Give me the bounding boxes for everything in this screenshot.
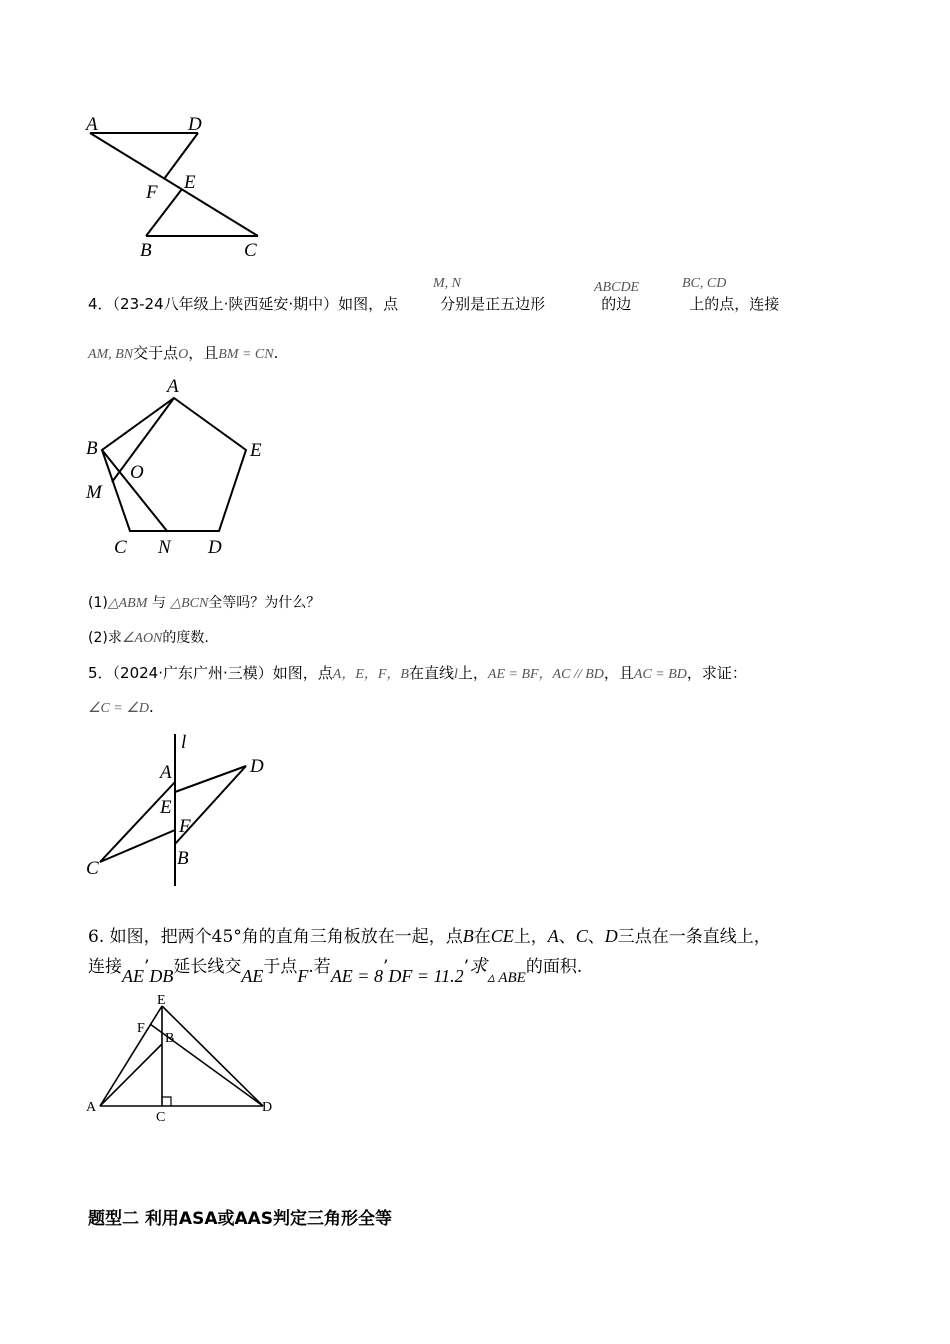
label-e: E: [184, 172, 196, 193]
q6-quote1: ’: [144, 957, 150, 977]
right-angle-mark: [162, 1097, 171, 1106]
text-period: .: [273, 344, 279, 362]
figure-q4: [80, 370, 280, 560]
q6-up: 上，: [513, 927, 548, 947]
text-mid3: 交于点: [133, 344, 179, 362]
label-a: A: [86, 1100, 97, 1115]
segment-ae: [100, 1006, 162, 1106]
question-4-sub2: [88, 627, 209, 647]
question-number: 4．: [88, 295, 113, 313]
figure-q5: [80, 728, 280, 888]
label-m: M: [86, 482, 102, 503]
label-b: B: [177, 848, 189, 869]
section-title: 题型二 利用ASA或AAS判定三角形全等: [88, 1209, 393, 1229]
condition-1: AE = BF，AC // BD: [487, 667, 604, 682]
label-a: A: [160, 762, 172, 783]
label-a: A: [167, 376, 179, 397]
point-c: C: [575, 926, 588, 946]
question-number: 5．: [88, 664, 113, 682]
q6-quote3: ’: [463, 957, 470, 977]
text-mid1: 在直线: [408, 664, 454, 682]
text-period: .: [149, 698, 154, 716]
label-o: O: [130, 462, 144, 483]
q6-qiu: 求: [469, 956, 488, 976]
point-o: O: [178, 347, 189, 362]
text-end1: 上的点，连接: [689, 295, 780, 313]
text-mid1: 分别是正五边形: [440, 295, 546, 313]
segment-ce: CE: [490, 926, 514, 946]
question-5-line1: [88, 662, 747, 683]
label-e: E: [160, 797, 172, 818]
text-mid2: 的边: [601, 295, 632, 313]
label-l: l: [181, 732, 187, 753]
label-b: B: [86, 438, 98, 459]
label-d: D: [250, 756, 264, 777]
segment-ac: [90, 133, 258, 236]
label-e: E: [157, 993, 166, 1008]
line-l: l: [454, 667, 458, 682]
segment-ed: [162, 1006, 263, 1106]
label-c: C: [244, 240, 257, 261]
text-mid3: ，且: [603, 664, 634, 682]
question-6-line1: [88, 922, 771, 947]
label-a: A: [86, 114, 98, 135]
triangle-abm: △ABM: [107, 596, 148, 611]
label-c: C: [156, 1110, 166, 1125]
figure-q6: [80, 990, 290, 1130]
condition-2: AC = BD: [633, 667, 687, 682]
label-d: D: [208, 537, 222, 558]
label-f: F: [137, 1021, 145, 1036]
label-c: C: [86, 858, 99, 879]
segment-ae: AE: [122, 966, 144, 986]
text-comma: ，且: [188, 344, 219, 362]
label-e: E: [250, 440, 262, 461]
sub2-prefix: (2)求: [88, 630, 122, 646]
segment-a-c-e: [100, 782, 175, 862]
label-n: N: [158, 537, 171, 558]
question-4-sub1: [88, 592, 320, 612]
triangle-bcn: △BCN: [170, 596, 209, 611]
points-aefb: A，E，F，B: [332, 667, 409, 682]
q6-at: 于点: [263, 957, 298, 977]
question-source: （2024·广东广州·三模）如图，点: [112, 664, 333, 682]
pentagon-abcde: [102, 398, 246, 531]
given-df: DF = 11.2: [388, 966, 464, 986]
label-d: D: [188, 114, 202, 135]
sub2-end: 的度数.: [162, 630, 209, 646]
label-b: B: [140, 240, 152, 261]
text-end: ，求证：: [686, 664, 747, 682]
figure-q3: [80, 110, 280, 270]
equation-bm-cn: BM = CN: [218, 347, 274, 362]
q6-pre: 6. 如图，把两个45°角的直角三角板放在一起，点: [88, 927, 463, 947]
segment-db: DB: [149, 966, 174, 986]
sub1-end: 全等吗？为什么？: [208, 595, 321, 611]
q6-collinear: 三点在一条直线上，: [617, 927, 771, 947]
q6-sep1: 、: [558, 927, 576, 947]
q6-quote2: ’: [382, 957, 389, 977]
pentagon-name: ABCDE: [594, 280, 640, 295]
q6-extend: 延长线交: [173, 957, 242, 977]
label-f: F: [179, 816, 191, 837]
q6-area: 的面积.: [525, 957, 583, 977]
question-4-line1: [88, 293, 779, 314]
question-5-line2: [88, 698, 154, 717]
question-4-line2: [88, 342, 278, 363]
q6-ruo: .若: [308, 957, 331, 977]
q6-connect: 连接: [88, 957, 122, 977]
label-b: B: [165, 1031, 175, 1046]
triangle-abe: ▵ ABE: [487, 970, 526, 986]
point-a: A: [547, 926, 559, 946]
angle-aon: ∠AON: [121, 631, 163, 646]
sub1-prefix: (1): [88, 595, 108, 611]
lines-am-bn: AM, BN: [88, 347, 134, 362]
segment-ae-2: AE: [241, 966, 264, 986]
points-mn: M, N: [433, 276, 461, 291]
text-mid2: 上，: [457, 664, 488, 682]
point-f: F: [297, 966, 309, 986]
goal-angle: ∠C = ∠D: [88, 701, 149, 716]
label-d: D: [262, 1100, 273, 1115]
sub1-mid: 与: [147, 595, 171, 611]
segment-ab: [100, 1044, 162, 1106]
q6-sep2: 、: [587, 927, 605, 947]
point-d: D: [604, 926, 618, 946]
question-source: （23-24八年级上·陕西延安·期中）如图，点: [112, 295, 399, 313]
q6-on: 在: [473, 927, 491, 947]
question-6-line2: [88, 952, 583, 986]
point-b: B: [462, 926, 474, 946]
label-f: F: [146, 182, 158, 203]
sides-bc-cd: BC, CD: [682, 276, 727, 291]
label-c: C: [114, 537, 127, 558]
given-ae: AE = 8: [330, 966, 383, 986]
